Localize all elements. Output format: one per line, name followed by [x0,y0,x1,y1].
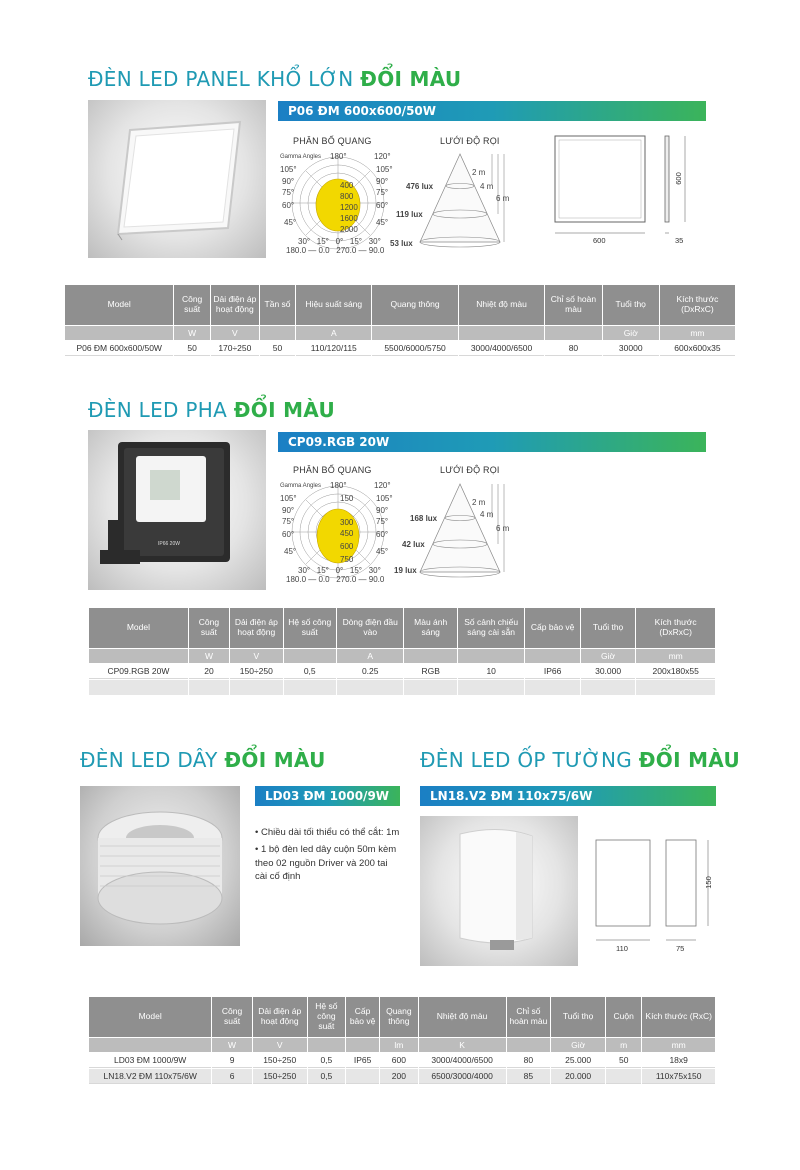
model-bar-text: LN18.V2 ĐM 110x75/6W [430,789,593,803]
panel-light-image [88,100,266,258]
cell: 110/120/115 [296,341,371,356]
angle-90-right: 90° [376,177,389,186]
cell: 110x75x150 [642,1069,715,1084]
unit-cell: Giờ [581,649,635,663]
th-frequency: Tần số [260,285,295,325]
panel-light-photo [88,100,266,258]
th-lumen: Quang thông [372,285,457,325]
cell: 5500/6000/5750 [372,341,457,356]
angle-180: 180° [330,481,347,490]
spec-table-flood [88,607,716,696]
cell [404,680,456,695]
unit-cell [404,649,456,663]
distance-1: 2 m [472,168,486,177]
unit-cell [284,649,336,663]
angle-45: 45° [284,218,297,227]
cell: 6 [212,1069,251,1084]
angle-0: 0° [335,237,344,246]
cell [606,1069,641,1084]
th-lifespan: Tuổi thọ [551,997,605,1037]
section-title-flood [88,398,335,422]
unit-cell [372,326,457,340]
radius-1: 400 [340,181,354,190]
angle-75: 75° [282,188,295,197]
radius-4: 600 [340,542,354,551]
cell: 600x600x35 [660,341,735,356]
cell: 150÷250 [253,1053,307,1068]
angle-0: 0° [335,566,344,575]
cell: IP65 [346,1053,379,1068]
unit-cell [459,326,544,340]
cell [636,680,715,695]
cell: 3000/4000/6500 [459,341,544,356]
dim-width: 110 [616,944,628,953]
cell: 20.000 [551,1069,605,1084]
th-ip-rating: Cấp bảo vệ [346,997,379,1037]
th-voltage: Dải điện áp hoạt động [230,608,282,648]
cell: 20 [189,664,229,679]
cell: LD03 ĐM 1000/9W [89,1053,211,1068]
th-scenes: Số cảnh chiếu sáng cài sẵn [458,608,525,648]
table-header-row [89,608,715,648]
unit-cell: A [337,649,404,663]
c-plane-3: 270.0 [336,575,357,584]
label-light-distribution: PHÂN BỐ QUANG [293,136,372,146]
flood-light-image [88,430,266,590]
section-title-panel [88,67,461,91]
cell: 0,5 [308,1069,345,1084]
cell: 600 [380,1053,417,1068]
unit-cell: m [606,1038,641,1052]
th-cri: Chỉ số hoàn màu [507,997,551,1037]
th-lifespan: Tuổi thọ [581,608,635,648]
angle-15: 15° [316,237,329,246]
cell: 200x180x55 [636,664,715,679]
model-bar-wall [420,786,716,806]
c-planes-flood: 180.0 — 0.0 270.0 — 90.0 [286,575,385,584]
cell: 50 [606,1053,641,1068]
dimension-graphic [545,130,705,250]
angle-30b: 30° [368,566,381,575]
th-power: Công suất [212,997,251,1037]
model-bar-text: P06 ĐM 600x600/50W [288,104,437,118]
angle-15b: 15° [349,237,362,246]
cell: 85 [507,1069,551,1084]
angle-180: 180° [330,152,347,161]
cell: 30.000 [581,664,635,679]
angle-60: 60° [282,201,295,210]
angle-60: 60° [282,530,295,539]
title-highlight: ĐỔI MÀU [360,67,462,91]
angle-90: 90° [282,506,295,515]
model-bar-panel [278,101,706,121]
angle-45-right: 45° [376,547,389,556]
th-power: Công suất [174,285,209,325]
cell: IP66 [525,664,579,679]
unit-cell: V [211,326,259,340]
cell [346,1069,379,1084]
radius-2: 300 [340,518,354,527]
radius-4: 1600 [340,214,358,223]
angle-90-right: 90° [376,506,389,515]
unit-cell: A [296,326,371,340]
label-illuminance-grid: LƯỚI ĐỘ RỌI [440,465,500,475]
radius-5: 750 [340,555,354,564]
cell [581,680,635,695]
radius-1: 150 [340,494,354,503]
cell: CP09.RGB 20W [89,664,188,679]
dim-thickness: 35 [675,236,684,245]
unit-cell [525,649,579,663]
unit-cell [89,1038,211,1052]
cell: 150÷250 [253,1069,307,1084]
cell: 80 [507,1053,551,1068]
wall-light-photo [420,816,578,966]
c-plane-4: 90.0 [368,246,385,255]
angle-75-right: 75° [376,517,389,526]
cell: 0,5 [308,1053,345,1068]
strip-bullets [255,826,400,884]
lux-1: 476 lux [406,182,434,191]
th-efficacy: Hiệu suất sáng [296,285,371,325]
distance-3: 6 m [496,194,510,203]
th-size: Kích thước (DxRxC) [636,608,715,648]
title-text: ĐÈN LED PANEL KHỔ LỚN [88,67,361,91]
illuminance-cone-panel [390,150,520,250]
cell: 3000/4000/6500 [419,1053,506,1068]
unit-cell [260,326,295,340]
dim-height: 150 [703,876,713,889]
c-plane-1: 180.0 [286,575,307,584]
c-plane-3: 270.0 [336,246,357,255]
th-model: Model [89,997,211,1037]
angle-30: 30° [298,237,311,246]
c-plane-2: 0.0 [318,575,330,584]
cell [525,680,579,695]
cell: 30000 [603,341,659,356]
angle-105: 105° [280,494,297,503]
cell: LN18.V2 ĐM 110x75/6W [89,1069,211,1084]
cell [230,680,282,695]
dim-width: 600 [593,236,606,245]
angle-30b: 30° [368,237,381,246]
angle-105-right: 105° [376,494,393,503]
cell: 0.25 [337,664,404,679]
angle-15b: 15° [349,566,362,575]
th-lumen: Quang thông [380,997,417,1037]
cell [89,680,188,695]
angle-90: 90° [282,177,295,186]
cell: P06 ĐM 600x600/50W [65,341,173,356]
th-ip-rating: Cấp bảo vệ [525,608,579,648]
cell: 10 [458,664,525,679]
angle-45-right: 45° [376,218,389,227]
gamma-label: Gamma Angles [280,154,322,160]
model-bar-text: LD03 ĐM 1000/9W [265,789,390,803]
lux-3: 53 lux [390,239,413,248]
th-reel: Cuộn [606,997,641,1037]
unit-cell: Giờ [603,326,659,340]
bullet-item: • 1 bộ đèn led dây cuộn 50m kèm theo 02 nguồn Driver và 200 tai cài cố định [255,843,397,883]
table-row [89,1069,715,1084]
radius-3: 1200 [340,203,358,212]
angle-75-right: 75° [376,188,389,197]
unit-cell [65,326,173,340]
cell: 25.000 [551,1053,605,1068]
table-header-row [65,285,735,325]
angle-60-right: 60° [376,201,389,210]
radius-5: 2000 [340,225,358,234]
title-highlight: ĐỔI MÀU [224,748,326,772]
unit-cell: V [230,649,282,663]
label-illuminance-grid: LƯỚI ĐỘ RỌI [440,136,500,146]
unit-cell: W [212,1038,251,1052]
angle-120: 120° [374,481,391,490]
cell [458,680,525,695]
c-planes-panel: 180.0 — 0.0 270.0 — 90.0 [286,246,385,255]
bottom-angles-panel [298,237,381,246]
cell: 150÷250 [230,664,282,679]
section-title-strip [80,748,326,772]
spec-table-panel [64,284,736,357]
c-plane-1: 180.0 [286,246,307,255]
lux-2: 119 lux [396,210,423,219]
th-size: Kích thước (DxRxC) [660,285,735,325]
unit-cell: K [419,1038,506,1052]
unit-cell [507,1038,551,1052]
wall-light-image [420,816,578,966]
dim-height: 600 [673,172,683,185]
distance-3: 6 m [496,524,510,533]
title-text: ĐÈN LED DÂY [80,748,225,772]
dim-depth: 75 [676,944,685,953]
th-cct: Nhiệt độ màu [459,285,544,325]
angle-105-right: 105° [376,165,393,174]
angle-60-right: 60° [376,530,389,539]
table-header-row [89,997,715,1037]
angle-120: 120° [374,152,391,161]
th-power: Công suất [189,608,229,648]
title-text: ĐÈN LED PHA [88,398,234,422]
th-power-factor: Hệ số công suất [284,608,336,648]
gamma-label: Gamma Angles [280,483,322,489]
unit-cell: mm [636,649,715,663]
unit-cell [308,1038,345,1052]
unit-cell [545,326,601,340]
cell: 50 [174,341,209,356]
th-model: Model [65,285,173,325]
cell: 200 [380,1069,417,1084]
spec-table-strip-wall [88,996,716,1085]
cell: 0,5 [284,664,336,679]
flood-light-photo [88,430,266,590]
unit-cell: W [174,326,209,340]
cell: 18x9 [642,1053,715,1068]
cell: 6500/3000/4000 [419,1069,506,1084]
unit-cell: lm [380,1038,417,1052]
table-unit-row [65,326,735,340]
wall-dimension-drawing [590,832,720,962]
table-row-empty [89,680,715,695]
lux-3: 19 lux [394,566,417,575]
th-size: Kích thước (RxC) [642,997,715,1037]
cell [284,680,336,695]
title-text: ĐÈN LED ỐP TƯỜNG [420,748,639,772]
radius-2: 800 [340,192,354,201]
cell: 9 [212,1053,251,1068]
illuminance-cone-flood [394,480,520,580]
dimension-graphic [590,832,720,962]
distance-1: 2 m [472,498,486,507]
strip-light-photo [80,786,240,946]
distance-2: 4 m [480,510,494,519]
angle-75: 75° [282,517,295,526]
model-bar-text: CP09.RGB 20W [288,435,390,449]
title-highlight: ĐỔI MÀU [638,748,740,772]
unit-cell: mm [642,1038,715,1052]
lux-1: 168 lux [410,514,438,523]
th-voltage: Dải điện áp hoạt động [211,285,259,325]
unit-cell: Giờ [551,1038,605,1052]
unit-cell: V [253,1038,307,1052]
cell [189,680,229,695]
model-bar-flood [278,432,706,452]
th-cct: Nhiệt độ màu [419,997,506,1037]
angle-105: 105° [280,165,297,174]
c-plane-2: 0.0 [318,246,330,255]
th-input-current: Dòng điện đầu vào [337,608,404,648]
unit-cell: mm [660,326,735,340]
cell [337,680,404,695]
angle-45: 45° [284,547,297,556]
angle-30: 30° [298,566,311,575]
label-light-distribution: PHÂN BỐ QUANG [293,465,372,475]
cell: RGB [404,664,456,679]
model-bar-strip [255,786,400,806]
panel-dimension-drawing [545,130,705,250]
bottom-angles-flood [298,566,381,575]
angle-15: 15° [316,566,329,575]
cell: 80 [545,341,601,356]
unit-cell [89,649,188,663]
unit-cell [458,649,525,663]
lux-2: 42 lux [402,540,425,549]
table-unit-row [89,649,715,663]
table-row [89,664,715,679]
table-row [65,341,735,356]
th-model: Model [89,608,188,648]
svg-text:IP66 20W: IP66 20W [158,541,180,547]
section-title-wall [420,748,740,772]
strip-light-image [80,786,240,946]
th-voltage: Dải điện áp hoạt động [253,997,307,1037]
th-light-color: Màu ánh sáng [404,608,456,648]
distance-2: 4 m [480,182,494,191]
unit-cell [346,1038,379,1052]
table-unit-row [89,1038,715,1052]
unit-cell: W [189,649,229,663]
radius-3: 450 [340,529,354,538]
title-highlight: ĐỔI MÀU [233,398,336,422]
c-plane-4: 90.0 [368,575,385,584]
cell: 170÷250 [211,341,259,356]
th-power-factor: Hệ số công suất [308,997,345,1037]
th-lifespan: Tuổi thọ [603,285,659,325]
bullet-item: • Chiều dài tối thiểu có thể cắt: 1m [255,827,400,838]
th-cri: Chỉ số hoàn màu [545,285,601,325]
cell: 50 [260,341,295,356]
table-row [89,1053,715,1068]
